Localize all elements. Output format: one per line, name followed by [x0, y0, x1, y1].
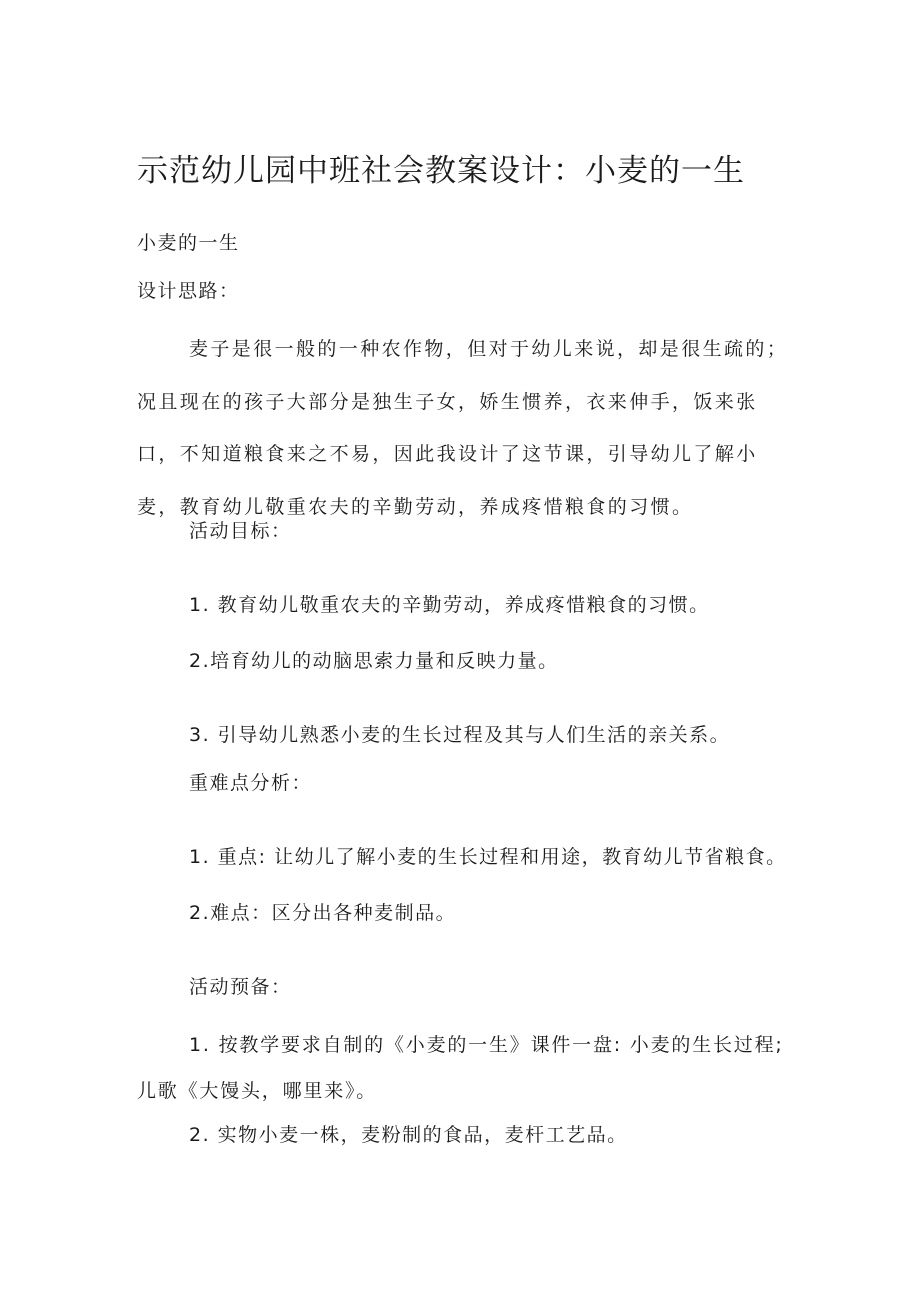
prep-item-2: 2. 实物小麦一株，麦粉制的食品，麦杆工艺品。	[189, 1124, 628, 1146]
prep-item-1: 1. 按教学要求自制的《小麦的一生》课件一盘: 小麦的生长过程; 儿歌《大馒头，哪里来》。	[137, 1034, 784, 1102]
goal-item-1: 1. 教育幼儿敬重农夫的辛勤劳动，养成疼惜粮食的习惯。	[189, 594, 710, 616]
key-point-1: 1. 重点: 让幼儿了解小麦的生长过程和用途，教育幼儿节省粮食。	[189, 846, 787, 868]
design-paragraph: 麦子是很一般的一种农作物，但对于幼儿来说，却是很生疏的；况且现在的孩子大部分是独生子女，娇生惯养，衣来伸手，饭来张口，不知道粮食来之不易，因此我设计了这节课，引导幼儿了解小麦，教育幼儿敬重农夫的辛勤劳动，养成疼惜粮食的习惯。	[137, 338, 789, 518]
document-title: 示范幼儿园中班社会教案设计：小麦的一生	[137, 153, 745, 189]
goal-item-2: 2.培育幼儿的动脑思索力量和反映力量。	[189, 650, 559, 672]
document-subtitle: 小麦的一生	[137, 232, 240, 254]
goals-heading: 活动目标：	[189, 520, 292, 542]
key-heading: 重难点分析：	[189, 772, 313, 794]
design-heading: 设计思路：	[137, 280, 240, 302]
goal-item-3: 3. 引导幼儿熟悉小麦的生长过程及其与人们生活的亲关系。	[189, 724, 731, 746]
prep-heading: 活动预备：	[189, 976, 292, 998]
key-point-2: 2.难点：区分出各种麦制品。	[189, 902, 457, 924]
